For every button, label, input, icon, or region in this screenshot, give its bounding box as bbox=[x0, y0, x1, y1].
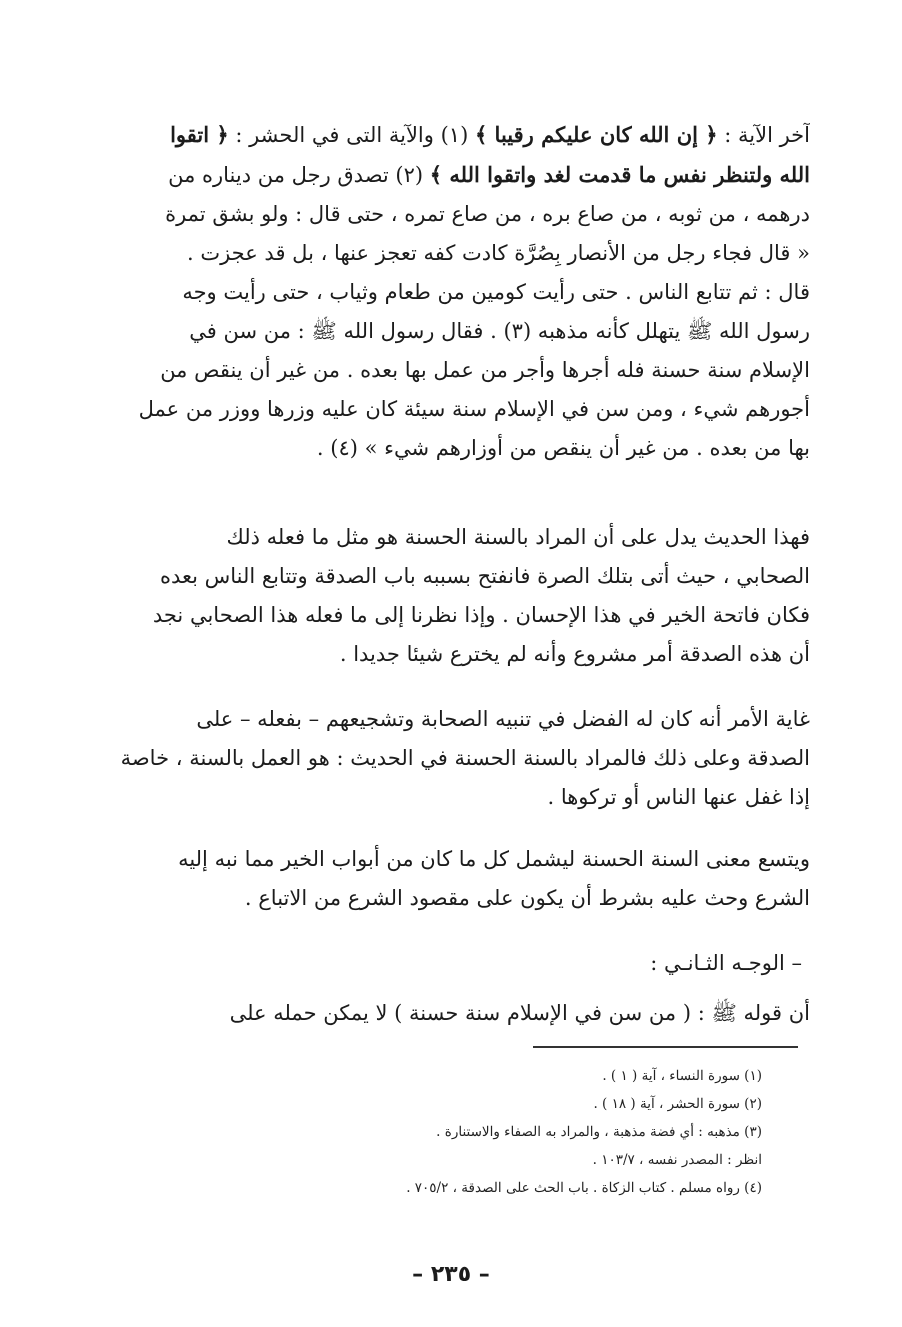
paragraph-conclusion bbox=[104, 700, 810, 817]
footnote: انظر : المصدر نفسه ، ١٠٣/٧ . bbox=[592, 1152, 762, 1168]
footnote: (١) سورة النساء ، آية ( ١ ) . bbox=[602, 1068, 762, 1084]
text-line: فهذا الحديث يدل على أن المراد بالسنة الحسنة هو مثل ما فعله ذلك bbox=[226, 525, 810, 549]
paragraph-second-aspect bbox=[104, 994, 810, 1033]
text-line: قال : ثم تتابع الناس . حتى رأيت كومين من طعام وثياب ، حتى رأيت وجه bbox=[182, 280, 810, 304]
text-line: الشرع وحث عليه بشرط أن يكون على مقصود الشرع من الاتباع . bbox=[244, 886, 810, 910]
quran-verse: ﴿ إن الله كان عليكم رقيبا ﴾ bbox=[474, 122, 718, 147]
quran-verse: الله ولتنظر نفس ما قدمت لغد واتقوا الله ﴾ bbox=[429, 162, 810, 187]
text-line: غاية الأمر أنه كان له الفضل في تنبيه الصحابة وتشجيعهم – بفعله – على bbox=[196, 707, 810, 731]
text-line: درهمه ، من ثوبه ، من صاع بره ، من صاع تمره ، حتى قال : ولو بشق تمرة bbox=[165, 202, 810, 226]
footnote: (٣) مذهبه : أي فضة مذهبة ، والمراد به الصفاء والاستنارة . bbox=[436, 1124, 762, 1140]
paragraph-explanation bbox=[104, 518, 810, 674]
footnote: (٤) رواه مسلم . كتاب الزكاة . باب الحث على الصدقة ، ٧٠٥/٢ . bbox=[406, 1180, 762, 1196]
text-line: أجورهم شيء ، ومن سن في الإسلام سنة سيئة كان عليه وزرها ووزر من عمل bbox=[138, 397, 810, 421]
text-line: أن قوله ﷺ : ( من سن في الإسلام سنة حسنة ) لا يمكن حمله على bbox=[229, 1001, 810, 1025]
text-line: بها من بعده . من غير أن ينقص من أوزارهم شيء » (٤) . bbox=[316, 436, 810, 460]
text-line: الصحابي ، حيث أتى بتلك الصرة فانفتح بسببه باب الصدقة وتتابع الناس بعده bbox=[159, 564, 810, 588]
section-heading: – الوجـه الثـانـي : bbox=[650, 951, 802, 975]
text-line: آخر الآية : ﴿ إن الله كان عليكم رقيبا ﴾ (١) والآية التى في الحشر : ﴿ اتقوا bbox=[170, 122, 810, 147]
text-line: الله ولتنظر نفس ما قدمت لغد واتقوا الله ﴾ (٢) تصدق رجل من ديناره من bbox=[168, 162, 810, 187]
text-line: الإسلام سنة حسنة فله أجرها وأجر من عمل بها بعده . من غير أن ينقص من bbox=[160, 358, 810, 382]
text-line: رسول الله ﷺ يتهلل كأنه مذهبه (٣) . فقال رسول الله ﷺ : من سن في bbox=[189, 319, 810, 343]
page-number: – ٢٣٥ – bbox=[412, 1262, 490, 1287]
text-line: فكان فاتحة الخير في هذا الإحسان . وإذا نظرنا إلى ما فعله هذا الصحابي نجد bbox=[152, 603, 810, 627]
text-line: الصدقة وعلى ذلك فالمراد بالسنة الحسنة في الحديث : هو العمل بالسنة ، خاصة bbox=[120, 746, 810, 770]
text-line: إذا غفل عنها الناس أو تركوها . bbox=[547, 785, 810, 809]
paragraph-meaning bbox=[104, 840, 810, 918]
text-line: أن هذه الصدقة أمر مشروع وأنه لم يخترع شيئا جديدا . bbox=[339, 642, 810, 666]
footnote: (٢) سورة الحشر ، آية ( ١٨ ) . bbox=[593, 1096, 762, 1112]
text-line: « قال فجاء رجل من الأنصار بِصُرَّة كادت كفه تعجز عنها ، بل قد عجزت . bbox=[186, 241, 810, 265]
paragraph-hadith bbox=[104, 115, 810, 468]
quran-verse: ﴿ اتقوا bbox=[170, 122, 229, 147]
footnotes bbox=[270, 1062, 762, 1202]
text-line: ويتسع معنى السنة الحسنة ليشمل كل ما كان من أبواب الخير مما نبه إليه bbox=[178, 847, 810, 871]
footnote-divider bbox=[533, 1046, 798, 1048]
